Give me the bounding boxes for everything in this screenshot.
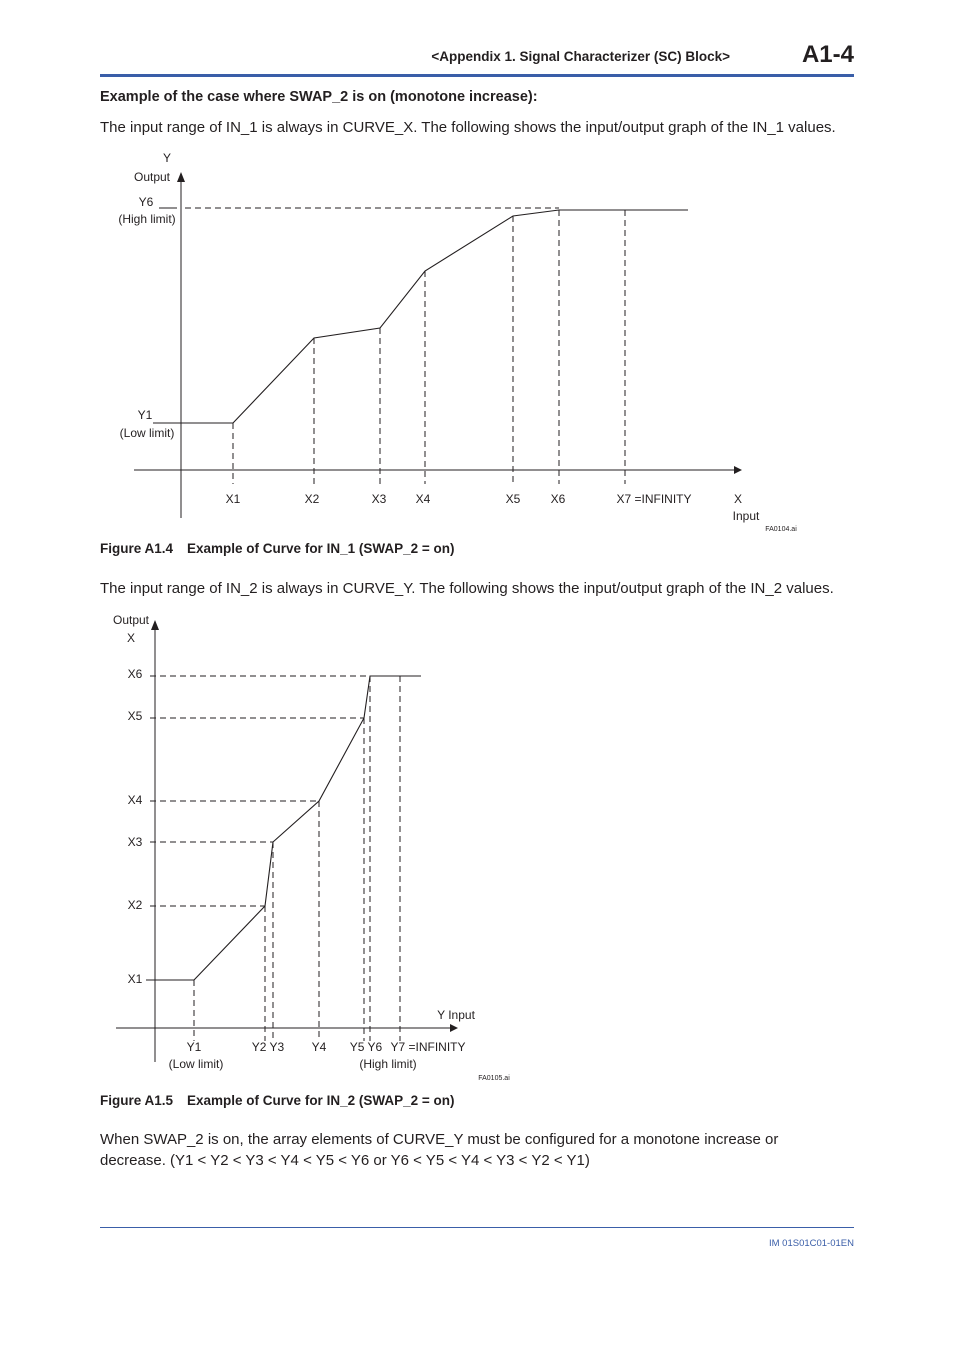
x5-label: X5 [127,709,143,723]
x-axis-arrow [450,1024,458,1032]
y1-label: Y1 [137,408,153,422]
example-heading: Example of the case where SWAP_2 is on (monotone increase): [100,89,538,105]
footer-rule [100,1227,854,1228]
y6-label: Y6 [138,195,154,209]
x2-label: X2 [127,898,143,912]
header-rule [100,74,854,77]
figure-file-code: FA0105.ai [478,1075,510,1082]
x3-label: X3 [371,492,387,506]
x-axis-label: X [733,492,743,506]
x1-label: X1 [127,972,143,986]
low-limit-note: (Low limit) [168,1057,224,1071]
x-axis-arrow [734,466,742,474]
y-axis-arrow [177,172,185,182]
y-axis-arrow [151,620,159,630]
footer-doc-code: IM 01S01C01-01EN [768,1238,854,1249]
figure-caption-a1-4 [100,541,454,556]
x6-label: X6 [550,492,566,506]
x4-label: X4 [127,793,143,807]
x-axis-title: Input [732,509,760,523]
y1-label: Y1 [186,1040,202,1054]
caption-number: Figure A1.5 [100,1093,174,1108]
y-axis-label: X [126,631,136,645]
x1-label: X1 [225,492,241,506]
header-page-number: A1-4 [801,41,854,68]
y-axis-title: Output [133,170,171,184]
x6-label: X6 [127,667,143,681]
caption-number: Figure A1.4 [100,541,174,556]
y7-label: Y7 =INFINITY [390,1040,466,1054]
y4-label: Y4 [311,1040,327,1054]
x4-label: X4 [415,492,431,506]
paragraph-swap2-note: When SWAP_2 is on, the array elements of CURVE_Y must be configured for a monotone increase or decrease. (Y1 < Y2 < Y3 < Y4 < Y5 < Y6 or Y6 < Y5 < Y4 < Y3 < Y2 < Y1) [100,1131,779,1169]
figure-file-code: FA0104.ai [765,526,797,533]
caption-title: Example of Curve for IN_1 (SWAP_2 = on) [187,541,455,556]
caption-title: Example of Curve for IN_2 (SWAP_2 = on) [187,1093,455,1108]
x5-label: X5 [505,492,521,506]
figure-in2-curve [0,605,954,1085]
paragraph-in2: The input range of IN_2 is always in CURVE_Y. The following shows the input/output graph of the IN_2 values. [100,580,834,597]
y6-note: (High limit) [118,212,176,226]
y1-note: (Low limit) [119,426,175,440]
figure-caption-a1-5 [100,1093,454,1108]
paragraph-in1: The input range of IN_1 is always in CURVE_X. The following shows the input/output graph of the IN_1 values. [100,119,836,136]
high-limit-note: (High limit) [359,1057,417,1071]
figure-in1-curve [0,145,954,540]
x-axis-title: Y Input [437,1008,475,1022]
characteristic-curve [233,210,688,423]
header-section-title: <Appendix 1. Signal Characterizer (SC) Block> [431,49,730,64]
x3-label: X3 [127,835,143,849]
y-axis-title: Output [112,613,150,627]
y2-y3-label: Y2 Y3 [251,1040,285,1054]
characteristic-curve [194,676,421,980]
x7-label: X7 =INFINITY [616,492,692,506]
y-axis-label: Y [162,151,172,165]
y5-y6-label: Y5 Y6 [349,1040,383,1054]
x2-label: X2 [304,492,320,506]
